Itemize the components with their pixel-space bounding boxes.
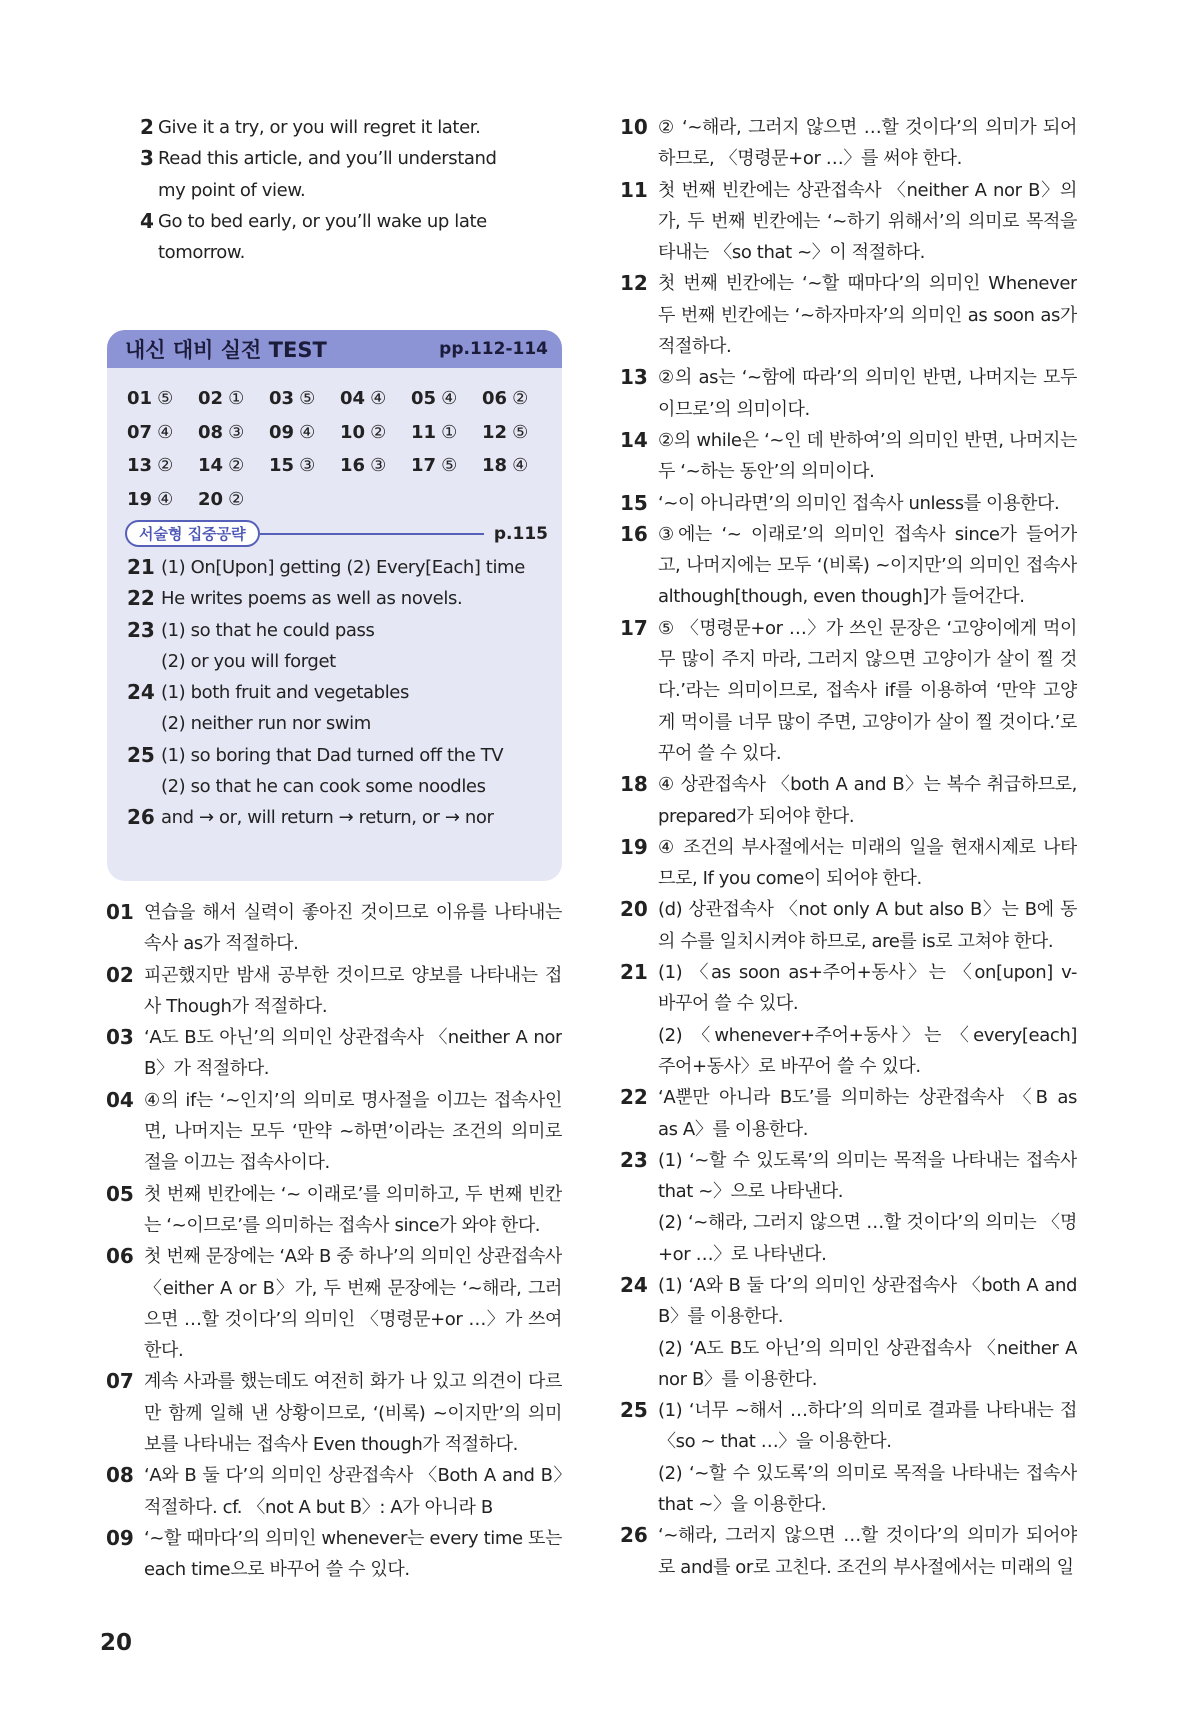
answer-entry [127, 449, 198, 483]
item-text-line: 하므로, 〈명령문+or …〉를 써야 한다. [658, 148, 962, 170]
item-text-line: ‘~할 때마다’의 의미인 whenever는 every time 또는 [144, 1527, 562, 1549]
item-text-line: ‘A뿐만 아니라 B도’를 의미하는 상관접속사 〈B as [658, 1087, 1077, 1109]
answer-entry [340, 449, 411, 483]
item-number: 2 [140, 115, 154, 139]
item-text-line: 으면 …할 것이다’의 의미인 〈명령문+or …〉가 쓰여 [144, 1308, 562, 1330]
answer-choice: ⑤ [157, 388, 174, 409]
item-text-line: 무 많이 주지 마라, 그러지 않으면 고양이가 살이 찔 것 [658, 649, 1077, 671]
item-text-line: Read this article, and you’ll understand [158, 148, 497, 170]
item-text-line: prepared가 되어야 한다. [658, 805, 855, 827]
item-text-line: 적절하다. cf. 〈not A but B〉: A가 아니라 B [144, 1496, 493, 1518]
item-number: 03 [106, 1025, 134, 1050]
answer-choice: ① [228, 388, 245, 409]
item-number: 14 [620, 427, 648, 452]
item-number: 26 [620, 1523, 648, 1548]
item-text-line: my point of view. [158, 179, 306, 201]
explanation-item [127, 552, 547, 583]
item-number: 18 [620, 772, 648, 797]
item-number: 09 [106, 1525, 134, 1550]
answer-choice: ④ [299, 421, 316, 443]
item-text-line: 주어+동사〉로 바꾸어 쓸 수 있다. [658, 1055, 921, 1077]
item-text-line: 는 ‘~이므로’를 의미하는 접속사 since가 와야 한다. [144, 1214, 541, 1236]
item-text-line: 꾸어 쓸 수 있다. [658, 742, 782, 764]
item-text-line: as A〉를 이용한다. [658, 1118, 809, 1140]
answer-number: 06 [482, 388, 508, 409]
explanation-item [620, 112, 1077, 175]
item-number: 10 [620, 115, 648, 139]
explanation-item [620, 1520, 1077, 1583]
item-text-line: ③에는 ‘~ 이래로’의 의미인 접속사 since가 들어가 [658, 523, 1077, 545]
answer-entry [482, 449, 553, 483]
item-text-line: 보를 나타내는 접속사 Even though가 적절하다. [144, 1434, 518, 1456]
item-text-line: ‘A와 B 둘 다’의 의미인 상관접속사 〈Both A and B〉 [144, 1465, 562, 1487]
answer-entry [198, 416, 269, 450]
item-text-line: tomorrow. [158, 242, 245, 264]
right-explanations [620, 112, 1077, 1583]
item-text-line: 이므로’의 의미이다. [658, 398, 810, 420]
item-text-line: 고, 나머지에는 모두 ‘(비록) ~이지만’의 의미인 접속사 [658, 555, 1077, 577]
answer-number: 05 [411, 388, 437, 409]
item-number: 01 [106, 900, 134, 924]
item-text-line: 두 번째 빈칸에는 ‘~하자마자’의 의미인 as soon as가 [658, 304, 1077, 326]
explanation-item [106, 1460, 562, 1523]
item-number: 26 [127, 805, 155, 830]
item-text-line: 타내는 〈so that ~〉이 적절하다. [658, 242, 925, 264]
answer-entry [198, 382, 269, 416]
item-text-line: nor B〉를 이용한다. [658, 1368, 818, 1390]
explanation-item [127, 615, 547, 678]
explanation-item [620, 1395, 1077, 1520]
explanation-item [620, 268, 1077, 362]
answer-choice: ③ [370, 455, 387, 476]
item-text-line: ②의 while은 ‘~인 데 반하여’의 의미인 반면, 나머지는 [658, 429, 1077, 451]
item-text-line: ② ‘~해라, 그러지 않으면 …할 것이다’의 의미가 되어 [658, 117, 1077, 138]
item-text-line: ④ 상관접속사 〈both A and B〉는 복수 취급하므로, [658, 774, 1077, 796]
item-text-line: He writes poems as well as novels. [161, 588, 463, 610]
answer-entry [411, 449, 482, 483]
item-text-line: (2) or you will forget [161, 650, 336, 672]
item-number: 12 [620, 271, 648, 296]
answer-key-pages: pp.112-114 [439, 339, 548, 359]
explanation-item [106, 1366, 562, 1460]
item-text-line: 연습을 해서 실력이 좋아진 것이므로 이유를 나타내는 [144, 902, 562, 923]
answer-key-header [107, 330, 562, 368]
explanation-item [620, 957, 1077, 1082]
item-text-line: 바꾸어 쓸 수 있다. [658, 993, 799, 1015]
item-number: 4 [140, 208, 154, 233]
answer-entry [269, 416, 340, 450]
written-section-label: 서술형 집중공략 [125, 520, 260, 547]
item-text-line: +or …〉로 나타낸다. [658, 1243, 827, 1265]
explanation-item [620, 1270, 1077, 1395]
item-text-line: 첫 번째 빈칸에는 상관접속사 〈neither A nor B〉의 [658, 179, 1077, 201]
item-text-line: (1) both fruit and vegetables [161, 682, 409, 704]
item-number: 04 [106, 1087, 134, 1112]
answer-choice: ④ [157, 488, 174, 510]
answer-number: 03 [269, 388, 295, 409]
answer-choice: ② [228, 488, 245, 510]
item-number: 19 [620, 834, 648, 859]
item-text-line: 첫 번째 빈칸에는 ‘~할 때마다’의 의미인 Whenever [658, 273, 1077, 295]
answer-number: 09 [269, 421, 295, 443]
explanation-item [620, 1145, 1077, 1270]
item-text-line: Go to bed early, or you’ll wake up late [158, 210, 487, 232]
item-number: 23 [127, 617, 155, 642]
explanation-item [140, 206, 560, 269]
item-number: 22 [127, 586, 155, 611]
answer-entry [269, 382, 340, 416]
answer-entry [482, 416, 553, 450]
item-text-line: ‘A도 B도 아닌’의 의미인 상관접속사 〈neither A nor [144, 1027, 562, 1049]
item-text-line: 면, 나머지는 모두 ‘만약 ~하면’이라는 조건의 의미로 [144, 1121, 562, 1143]
answer-number: 17 [411, 455, 437, 476]
item-text-line: 한다. [144, 1340, 184, 1362]
answer-entry [482, 382, 553, 416]
answer-entry [411, 382, 482, 416]
answer-choice: ④ [157, 421, 174, 443]
item-number: 24 [127, 680, 155, 705]
item-text-line: (2) ‘A도 B도 아닌’의 의미인 상관접속사 〈neither A [658, 1337, 1077, 1359]
answer-choice: ④ [512, 455, 529, 476]
item-text-line: 게 먹이를 너무 많이 주면, 고양이가 살이 찔 것이다.’로 [658, 711, 1077, 733]
answer-grid [107, 368, 562, 516]
answer-choice: ③ [299, 455, 316, 476]
explanation-item [620, 832, 1077, 895]
item-text-line: ④ 조건의 부사절에서는 미래의 일을 현재시제로 나타 [658, 836, 1077, 858]
item-text-line: (1) On[Upon] getting (2) Every[Each] time [161, 557, 525, 578]
explanation-item [620, 519, 1077, 613]
answer-choice: ⑤ [512, 421, 529, 443]
explanation-item [106, 1241, 562, 1366]
item-number: 24 [620, 1272, 648, 1297]
explanation-item [620, 613, 1077, 769]
item-text-line: (2) neither run nor swim [161, 713, 371, 735]
explanation-item [127, 677, 547, 740]
explanation-item [620, 894, 1077, 957]
item-text-line: 가, 두 번째 빈칸에는 ‘~하기 위해서’의 의미로 목적을 [658, 210, 1077, 232]
answer-choice: ② [512, 388, 529, 409]
item-text-line: 〈either A or B〉가, 두 번째 문장에는 ‘~해라, 그러 [144, 1277, 562, 1299]
item-text-line: 적절하다. [658, 336, 732, 358]
written-section-page: p.115 [493, 523, 548, 544]
answer-key-box [107, 330, 562, 881]
item-text-line: that ~〉으로 나타낸다. [658, 1181, 844, 1203]
answer-choice: ④ [441, 388, 458, 409]
answer-choice: ② [228, 455, 245, 476]
answer-entry [127, 416, 198, 450]
answer-entry [340, 416, 411, 450]
answer-entry [198, 449, 269, 483]
item-text-line: (2) 〈whenever+주어+동사〉는 〈every[each] [658, 1024, 1077, 1046]
item-text-line: although[though, even though]가 들어간다. [658, 586, 1025, 608]
answer-entry [127, 382, 198, 416]
explanation-item [620, 362, 1077, 425]
answer-entry [340, 382, 411, 416]
item-number: 05 [106, 1181, 134, 1206]
page-number: 20 [100, 1630, 133, 1656]
answer-number: 20 [198, 488, 224, 510]
explanation-item [620, 769, 1077, 832]
item-number: 17 [620, 615, 648, 640]
item-number: 20 [620, 897, 648, 922]
item-text-line: 절을 이끄는 접속사이다. [144, 1152, 330, 1174]
item-text-line: that ~〉을 이용한다. [658, 1494, 827, 1516]
answer-number: 07 [127, 421, 153, 443]
explanation-item [127, 583, 547, 614]
item-number: 23 [620, 1147, 648, 1172]
explanation-item [620, 1082, 1077, 1145]
answer-number: 12 [482, 421, 508, 443]
item-text-line: (1) ‘~할 수 있도록’의 의미는 목적을 나타내는 접속사 [658, 1149, 1077, 1171]
answer-choice: ② [370, 421, 387, 443]
answer-choice: ② [157, 455, 174, 476]
explanation-item [106, 960, 562, 1023]
item-text-line: ‘~해라, 그러지 않으면 …할 것이다’의 의미가 되어야 [658, 1525, 1077, 1547]
item-number: 11 [620, 177, 648, 202]
answer-entry [411, 416, 482, 450]
item-text-line: 〈so ~ that …〉을 이용한다. [658, 1431, 892, 1453]
written-answers [127, 552, 547, 834]
item-text-line: B〉를 이용한다. [658, 1306, 784, 1328]
item-number: 07 [106, 1369, 134, 1394]
answer-number: 01 [127, 388, 153, 409]
explanation-item [140, 143, 560, 206]
item-text-line: (1) ‘A와 B 둘 다’의 의미인 상관접속사 〈both A and [658, 1274, 1077, 1296]
item-text-line: (2) ‘~해라, 그러지 않으면 …할 것이다’의 의미는 〈명 [658, 1212, 1077, 1234]
item-number: 22 [620, 1085, 648, 1110]
explanation-item [620, 175, 1077, 269]
answer-choice: ④ [370, 388, 387, 409]
item-text-line: 로 and를 or로 고친다. 조건의 부사절에서는 미래의 일 [658, 1556, 1074, 1578]
item-number: 08 [106, 1463, 134, 1488]
item-text-line: (2) ‘~할 수 있도록’의 의미로 목적을 나타내는 접속사 [658, 1462, 1077, 1484]
item-text-line: each time으로 바꾸어 쓸 수 있다. [144, 1559, 410, 1581]
item-text-line: 므로, If you come이 되어야 한다. [658, 868, 922, 890]
intro-sentences [140, 112, 560, 268]
item-text-line: (2) so that he can cook some noodles [161, 776, 486, 798]
item-text-line: (d) 상관접속사 〈not only A but also B〉는 B에 동 [658, 899, 1077, 921]
answer-number: 10 [340, 421, 366, 443]
answer-choice: ⑤ [299, 388, 316, 409]
item-text-line: 사 Though가 적절하다. [144, 995, 328, 1017]
answer-number: 04 [340, 388, 366, 409]
item-text-line: ‘~이 아니라면’의 의미인 접속사 unless를 이용한다. [658, 492, 1060, 514]
item-text-line: (1) so boring that Dad turned off the TV [161, 744, 504, 766]
item-text-line: 두 ‘~하는 동안’의 의미이다. [658, 461, 875, 483]
explanation-item [140, 112, 560, 143]
item-number: 13 [620, 365, 648, 390]
item-number: 21 [127, 555, 155, 579]
explanation-item [106, 1179, 562, 1242]
answer-entry [127, 483, 198, 517]
item-number: 25 [127, 742, 155, 767]
explanation-item [620, 488, 1077, 519]
written-section-header [125, 520, 548, 547]
item-text-line: 계속 사과를 했는데도 여전히 화가 나 있고 의견이 다르 [144, 1371, 562, 1393]
answer-number: 15 [269, 455, 295, 476]
item-text-line: and → or, will return → return, or → nor [161, 807, 494, 829]
item-text-line: ②의 as는 ‘~함에 따라’의 의미인 반면, 나머지는 모두 [658, 367, 1077, 389]
item-text-line: (1) 〈as soon as+주어+동사〉는 〈on[upon] v- [658, 962, 1077, 984]
item-text-line: 만 함께 일해 낸 상황이므로, ‘(비록) ~이지만’의 의미 [144, 1402, 562, 1424]
explanation-item [127, 740, 547, 803]
item-text-line: 다.’라는 의미이므로, 접속사 if를 이용하여 ‘만약 고양 [658, 680, 1077, 702]
item-text-line: 의 수를 일치시켜야 하므로, are를 is로 고쳐야 한다. [658, 930, 1054, 952]
answer-number: 16 [340, 455, 366, 476]
explanation-item [106, 1022, 562, 1085]
item-text-line: 속사 as가 적절하다. [144, 933, 299, 955]
answer-number: 19 [127, 488, 153, 510]
item-number: 02 [106, 962, 134, 987]
divider-line [260, 533, 484, 535]
explanation-item [127, 802, 547, 833]
answer-entry [198, 483, 269, 517]
item-text-line: 첫 번째 문장에는 ‘A와 B 중 하나’의 의미인 상관접속사 [144, 1246, 562, 1268]
item-text-line: Give it a try, or you will regret it later. [158, 117, 481, 138]
explanation-item [106, 1085, 562, 1179]
item-text-line: (1) so that he could pass [161, 619, 375, 641]
item-number: 15 [620, 490, 648, 515]
answer-number: 13 [127, 455, 153, 476]
explanation-item [106, 1523, 562, 1586]
item-number: 06 [106, 1244, 134, 1269]
answer-number: 11 [411, 421, 437, 443]
answer-number: 14 [198, 455, 224, 476]
item-number: 3 [140, 146, 154, 171]
explanation-item [106, 897, 562, 960]
explanation-item [620, 425, 1077, 488]
item-text-line: B〉가 적절하다. [144, 1058, 270, 1080]
answer-number: 02 [198, 388, 224, 409]
answer-number: 08 [198, 421, 224, 443]
item-number: 21 [620, 960, 648, 985]
item-text-line: 피곤했지만 밤새 공부한 것이므로 양보를 나타내는 접 [144, 964, 562, 986]
answer-entry [269, 449, 340, 483]
item-number: 16 [620, 521, 648, 546]
item-text-line: ④의 if는 ‘~인지’의 의미로 명사절을 이끄는 접속사인 [144, 1089, 562, 1111]
item-text-line: (1) ‘너무 ~해서 …하다’의 의미로 결과를 나타내는 접 [658, 1400, 1077, 1422]
answer-number: 18 [482, 455, 508, 476]
answer-key-title: 내신 대비 실전 TEST [125, 338, 327, 362]
answer-choice: ⑤ [441, 455, 458, 476]
item-text-line: 첫 번째 빈칸에는 ‘~ 이래로’를 의미하고, 두 번째 빈칸 [144, 1183, 562, 1205]
item-text-line: ⑤ 〈명령문+or …〉가 쓰인 문장은 ‘고양이에게 먹이 [658, 617, 1077, 639]
item-number: 25 [620, 1398, 648, 1423]
answer-choice: ① [441, 421, 458, 443]
answer-choice: ③ [228, 421, 245, 443]
left-explanations [106, 897, 562, 1586]
